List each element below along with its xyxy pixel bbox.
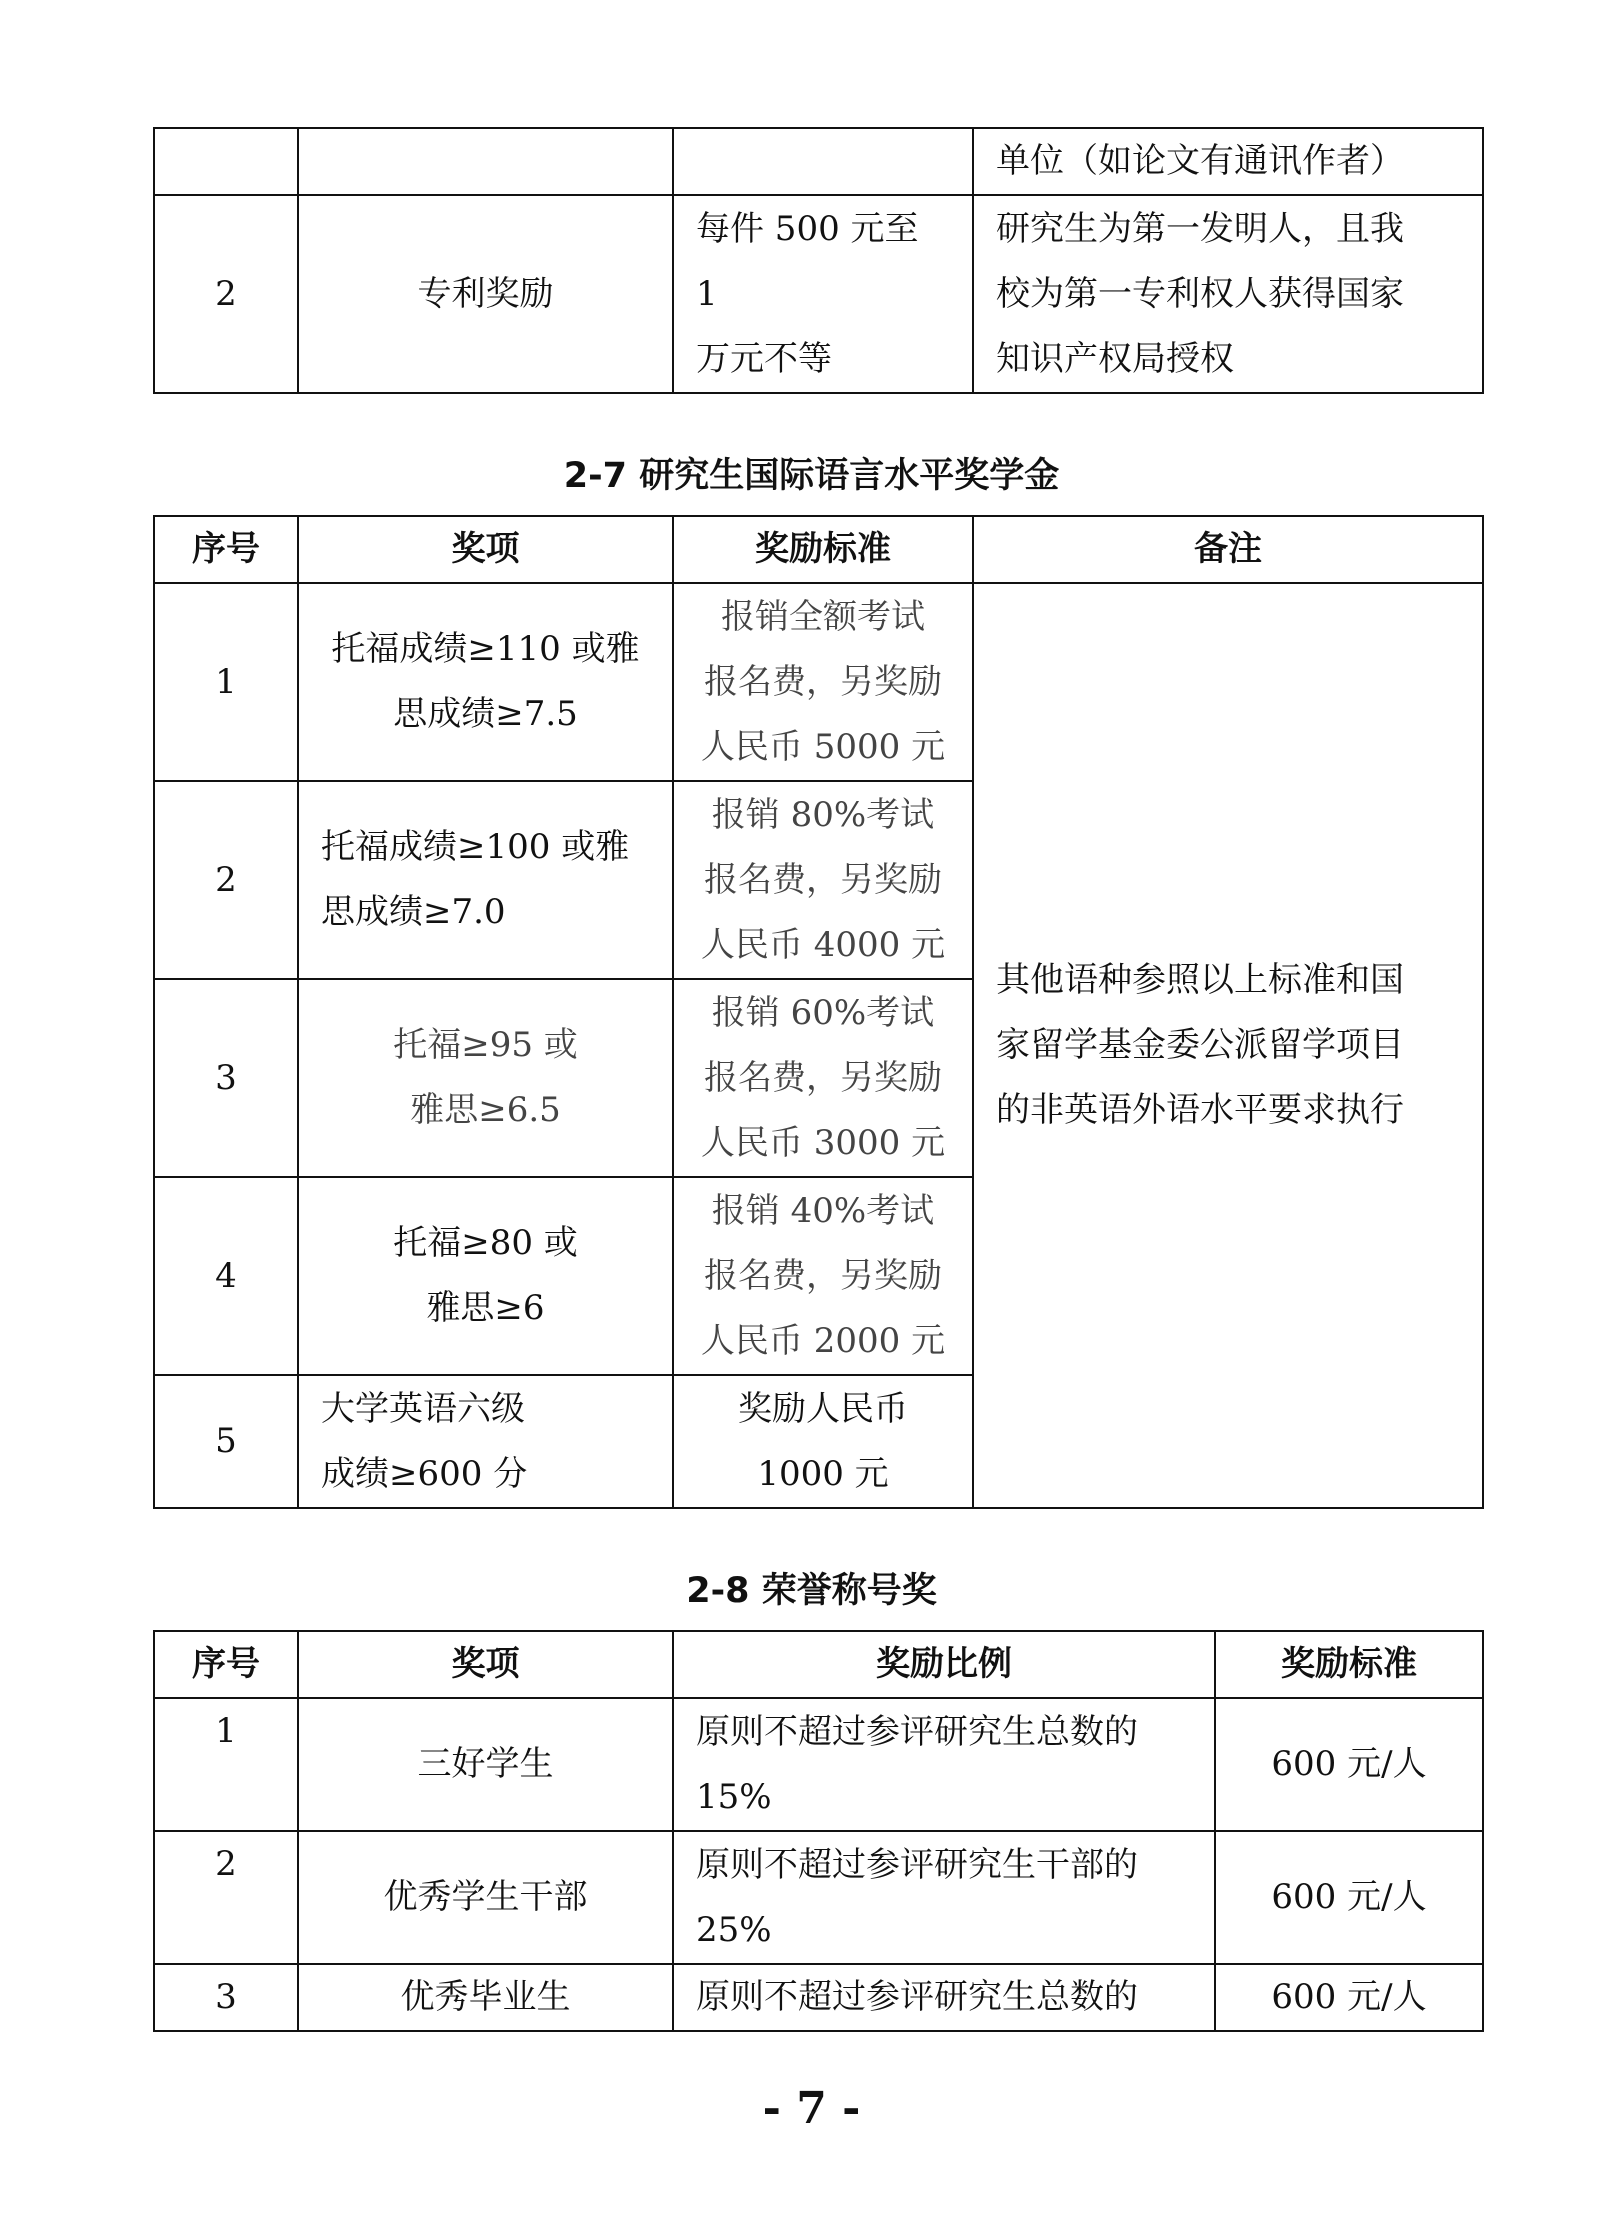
cell-no: 2: [154, 1831, 298, 1964]
cell-ratio: 原则不超过参评研究生总数的: [673, 1964, 1215, 2031]
table-patent-continuation: [153, 127, 1484, 394]
cell-item: 托福成绩≥110 或雅 思成绩≥7.5: [331, 629, 640, 734]
cell-item: 托福≥95 或 雅思≥6.5: [393, 1025, 578, 1130]
section-title-2-7: 2-7 研究生国际语言水平奖学金: [563, 456, 1060, 496]
cell-note: 单位（如论文有通讯作者）: [973, 128, 1483, 195]
cell-no: [154, 128, 298, 195]
cell-item: 优秀毕业生: [298, 1964, 673, 2031]
cell-item: 托福成绩≥100 或雅 思成绩≥7.0: [321, 827, 630, 932]
cell-item: 专利奖励: [298, 195, 673, 393]
header-standard: 奖励标准: [1215, 1631, 1483, 1698]
table-row: [154, 195, 1483, 393]
header-no: 序号: [154, 516, 298, 583]
header-standard: 奖励标准: [673, 516, 973, 583]
cell-standard: 每件 500 元至 1 万元不等: [696, 208, 919, 379]
cell-standard: [673, 128, 973, 195]
cell-no: 5: [154, 1375, 298, 1508]
cell-no: 1: [154, 583, 298, 781]
section-title-2-8: 2-8 荣誉称号奖: [686, 1571, 937, 1611]
header-ratio: 奖励比例: [673, 1631, 1215, 1698]
cell-standard: 奖励人民币 1000 元: [738, 1388, 908, 1494]
cell-note-merged: 其他语种参照以上标准和国 家留学基金委公派留学项目 的非英语外语水平要求执行: [996, 960, 1404, 1130]
cell-standard: 600 元/人: [1215, 1964, 1483, 2031]
header-note: 备注: [973, 516, 1483, 583]
table-row: [154, 1964, 1483, 2031]
cell-item: 大学英语六级 成绩≥600 分: [321, 1388, 528, 1494]
cell-item: 三好学生: [298, 1698, 673, 1831]
header-item: 奖项: [298, 516, 673, 583]
table-header-row: [154, 1631, 1483, 1698]
table-row: [154, 128, 1483, 195]
cell-standard: 600 元/人: [1215, 1831, 1483, 1964]
cell-standard: 600 元/人: [1215, 1698, 1483, 1831]
cell-standard: 报销全额考试 报名费，另奖励 人民币 5000 元: [700, 596, 946, 767]
table-row: [154, 1698, 1483, 1831]
cell-note: 研究生为第一发明人，且我 校为第一专利权人获得国家 知识产权局授权: [996, 208, 1404, 379]
table-row: [154, 583, 1483, 781]
table-honor-titles: [153, 1630, 1484, 2032]
cell-standard: 报销 40%考试 报名费，另奖励 人民币 2000 元: [700, 1190, 946, 1361]
cell-standard: 报销 80%考试 报名费，另奖励 人民币 4000 元: [700, 794, 946, 965]
cell-no: 2: [154, 195, 298, 393]
table-row: [154, 1831, 1483, 1964]
cell-item: 托福≥80 或 雅思≥6: [393, 1223, 578, 1328]
page-number: - 7 -: [762, 2083, 861, 2134]
table-language-scholarship: [153, 515, 1484, 1509]
header-item: 奖项: [298, 1631, 673, 1698]
cell-no: 4: [154, 1177, 298, 1375]
table-header-row: [154, 516, 1483, 583]
cell-no: 1: [154, 1698, 298, 1831]
cell-no: 3: [154, 1964, 298, 2031]
cell-no: 3: [154, 979, 298, 1177]
cell-no: 2: [154, 781, 298, 979]
cell-ratio: 原则不超过参评研究生干部的 25%: [696, 1844, 1138, 1950]
cell-standard: 报销 60%考试 报名费，另奖励 人民币 3000 元: [700, 992, 946, 1163]
cell-ratio: 原则不超过参评研究生总数的 15%: [696, 1711, 1138, 1817]
cell-item: [298, 128, 673, 195]
header-no: 序号: [154, 1631, 298, 1698]
cell-item: 优秀学生干部: [298, 1831, 673, 1964]
